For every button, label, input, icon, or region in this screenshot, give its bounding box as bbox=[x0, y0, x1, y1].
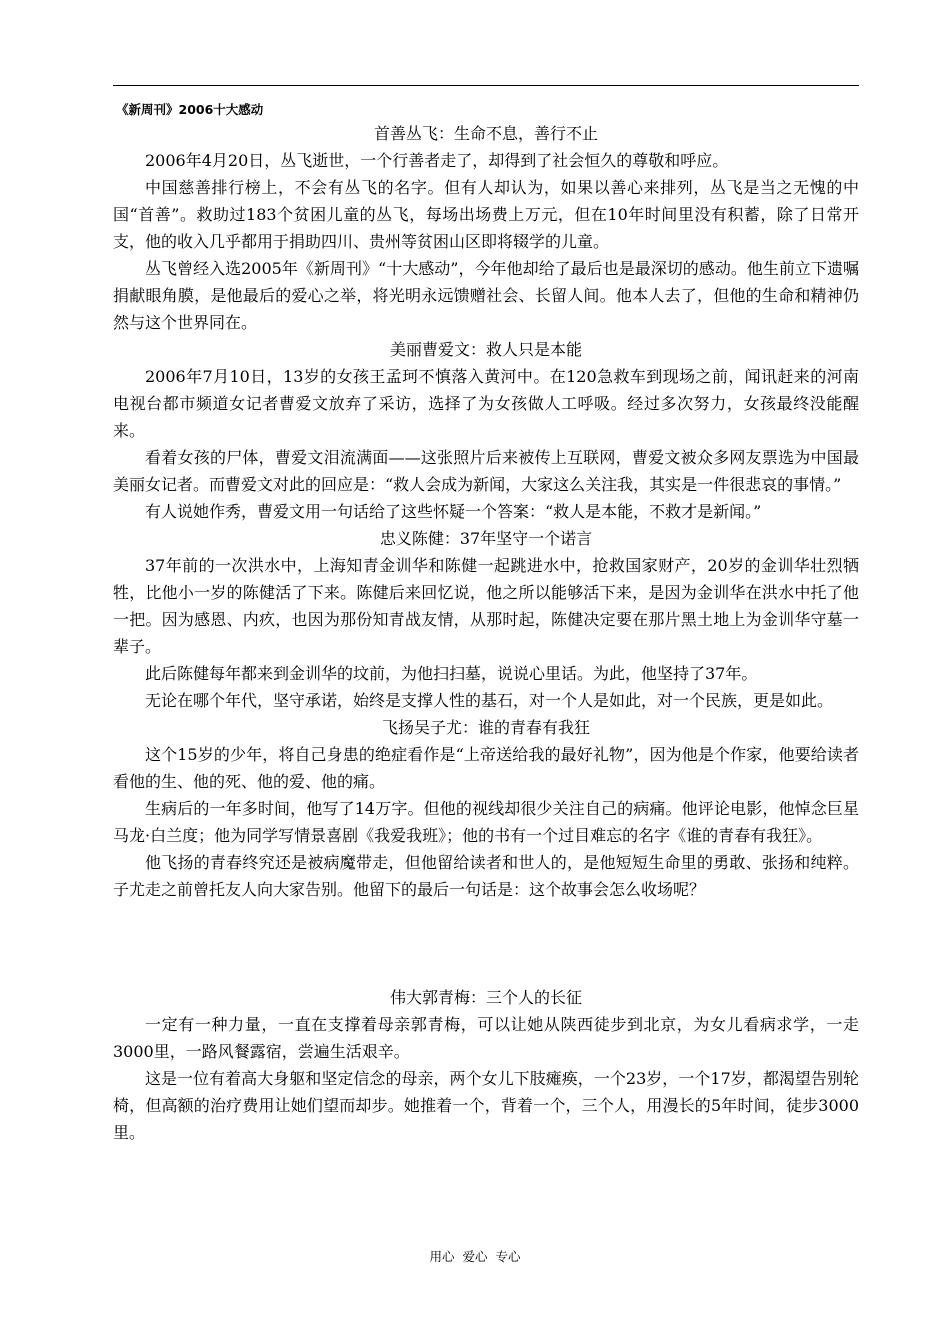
header-rule bbox=[113, 85, 859, 86]
section-heading: 忠义陈健：37年坚守一个诺言 bbox=[379, 529, 593, 548]
section-guoqingmei bbox=[113, 984, 859, 1146]
paragraph: 有人说她作秀，曹爱文用一句话给了这些怀疑一个答案：“救人是本能，不救才是新闻。” bbox=[145, 502, 762, 521]
paragraph: 这个15岁的少年，将自己身患的绝症看作是“上帝送给我的最好礼物”，因为他是个作家，他要给读者看他的生、他的死、他的爱、他的痛。 bbox=[113, 745, 859, 791]
paragraph: 生病后的一年多时间，他写了14万字。但他的视线却很少关注自己的病痛。他评论电影，他悼念巨星马龙·白兰度；他为同学写情景喜剧《我爱我班》；他的书有一个过目难忘的名字《谁的青春有我狂》。 bbox=[113, 799, 859, 845]
blank-space bbox=[113, 903, 859, 984]
paragraph: 37年前的一次洪水中，上海知青金训华和陈健一起跳进水中，抢救国家财产，20岁的金训华壮烈牺牲，比他小一岁的陈健活了下来。陈健后来回忆说，他之所以能够活下来，是因为金训华在洪水中托了他一把。因为感恩、内疚，也因为那份知青战友情，从那时起，陈健决定要在那片黑土地上为金训华守墓一辈子。 bbox=[113, 556, 859, 656]
section-congfei bbox=[113, 120, 859, 336]
article-body bbox=[113, 120, 859, 1146]
section-caoaiwen bbox=[113, 336, 859, 525]
section-chenjian bbox=[113, 525, 859, 714]
paragraph: 2006年4月20日，丛飞逝世，一个行善者走了，却得到了社会恒久的尊敬和呼应。 bbox=[145, 151, 729, 170]
header-title: 《新周刊》2006十大感动 bbox=[116, 102, 264, 117]
section-heading: 首善丛飞：生命不息，善行不止 bbox=[373, 124, 598, 143]
section-heading: 飞扬吴子尤：谁的青春有我狂 bbox=[381, 718, 590, 737]
section-heading: 美丽曹爱文：救人只是本能 bbox=[389, 340, 582, 359]
paragraph: 这是一位有着高大身躯和坚定信念的母亲，两个女儿下肢瘫痪，一个23岁，一个17岁，都渴望告别轮椅，但高额的治疗费用让她们望而却步。她推着一个，背着一个，三个人，用漫长的5年时间，徒步3000里。 bbox=[113, 1069, 859, 1142]
paragraph: 无论在哪个年代，坚守承诺，始终是支撑人性的基石，对一个人是如此，对一个民族，更是如此。 bbox=[145, 691, 834, 710]
section-wuziyou bbox=[113, 714, 859, 903]
paragraph: 看着女孩的尸体，曹爱文泪流满面——这张照片后来被传上互联网，曹爱文被众多网友票选为中国最美丽女记者。而曹爱文对此的回应是：“救人会成为新闻，大家这么关注我，其实是一件很悲哀的事情。” bbox=[113, 448, 859, 494]
paragraph: 他飞扬的青春终究还是被病魔带走，但他留给读者和世人的，是他短短生命里的勇敢、张扬和纯粹。子尤走之前曾托友人向大家告别。他留下的最后一句话是：这个故事会怎么收场呢？ bbox=[113, 853, 859, 899]
section-heading: 伟大郭青梅：三个人的长征 bbox=[389, 988, 582, 1007]
paragraph: 中国慈善排行榜上，不会有丛飞的名字。但有人却认为，如果以善心来排列，丛飞是当之无愧的中国“首善”。救助过183个贫困儿童的丛飞，每场出场费上万元，但在10年时间里没有积蓄，除了日常开支，他的收入几乎都用于捐助四川、贵州等贫困山区即将辍学的儿童。 bbox=[113, 178, 859, 251]
page-footer: 用心 爱心 专心 bbox=[429, 1249, 521, 1264]
paragraph: 2006年7月10日，13岁的女孩王孟珂不慎落入黄河中。在120急救车到现场之前，闻讯赶来的河南电视台都市频道女记者曹爱文放弃了采访，选择了为女孩做人工呼吸。经过多次努力，女孩最终没能醒来。 bbox=[113, 367, 859, 440]
paragraph: 一定有一种力量，一直在支撑着母亲郭青梅，可以让她从陕西徒步到北京，为女儿看病求学，一走3000里，一路风餐露宿，尝遍生活艰辛。 bbox=[113, 1015, 859, 1061]
paragraph: 丛飞曾经入选2005年《新周刊》“十大感动”，今年他却给了最后也是最深切的感动。他生前立下遗嘱捐献眼角膜，是他最后的爱心之举，将光明永远馈赠社会、长留人间。他本人去了，但他的生命和精神仍然与这个世界同在。 bbox=[113, 259, 859, 332]
paragraph: 此后陈健每年都来到金训华的坟前，为他扫扫墓，说说心里话。为此，他坚持了37年。 bbox=[145, 664, 758, 683]
